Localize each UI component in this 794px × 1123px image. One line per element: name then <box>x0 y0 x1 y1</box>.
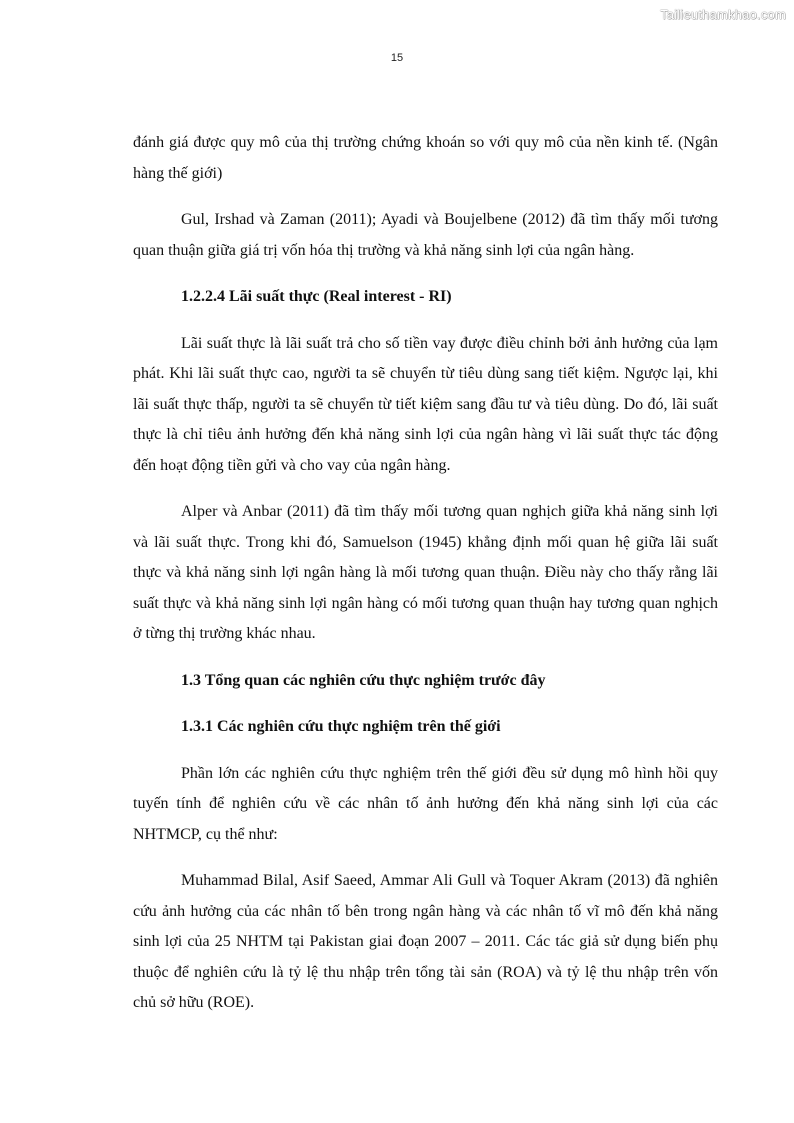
section-heading-literature-review: 1.3 Tổng quan các nghiên cứu thực nghiệm trước đây <box>181 671 546 689</box>
paragraph-real-interest-definition: Lãi suất thực là lãi suất trả cho số tiền vay được điều chỉnh bởi ảnh hưởng của lạm phát. Khi lãi suất thực cao, người ta sẽ chuyển từ tiêu dùng sang tiết kiệm. Ngược lại, khi lãi suất thực thấp, người ta sẽ chuyển từ tiết kiệm sang đầu tư và tiêu dùng. Do đó, lãi suất thực là chỉ tiêu ảnh hưởng đến khả năng sinh lợi của ngân hàng vì lãi suất thực tác động đến hoạt động tiền gửi và cho vay của ngân hàng. <box>133 334 718 474</box>
paragraph-market-cap: Gul, Irshad và Zaman (2011); Ayadi và Boujelbene (2012) đã tìm thấy mối tương quan thuận giữa giá trị vốn hóa thị trường và khả năng sinh lợi của ngân hàng. <box>133 211 718 259</box>
paragraph-regression-models: Phần lớn các nghiên cứu thực nghiệm trên thế giới đều sử dụng mô hình hồi quy tuyến tính để nghiên cứu về các nhân tố ảnh hưởng đến khả năng sinh lợi của các NHTMCP, cụ thể như: <box>133 764 718 843</box>
watermark-text: Tailieuthamkhao.com <box>660 7 786 22</box>
paragraph-continuation: đánh giá được quy mô của thị trường chứng khoán so với quy mô của nền kinh tế. (Ngân hàng thế giới) <box>133 134 718 182</box>
page-number: 15 <box>390 52 404 64</box>
section-heading-world-studies: 1.3.1 Các nghiên cứu thực nghiệm trên thế giới <box>181 718 501 735</box>
section-heading-real-interest: 1.2.2.4 Lãi suất thực (Real interest - RI) <box>181 288 452 305</box>
document-body <box>133 128 718 1035</box>
paragraph-real-interest-studies: Alper và Anbar (2011) đã tìm thấy mối tương quan nghịch giữa khả năng sinh lợi và lãi suất thực. Trong khi đó, Samuelson (1945) khẳng định mối quan hệ giữa lãi suất thực và khả năng sinh lợi ngân hàng là mối tương quan thuận. Điều này cho thấy rằng lãi suất thực và khả năng sinh lợi ngân hàng có mối tương quan thuận hay tương quan nghịch ở từng thị trường khác nhau. <box>133 503 718 642</box>
paragraph-bilal-study: Muhammad Bilal, Asif Saeed, Ammar Ali Gull và Toquer Akram (2013) đã nghiên cứu ảnh hưởng của các nhân tố bên trong ngân hàng và các nhân tố vĩ mô đến khả năng sinh lợi của 25 NHTM tại Pakistan giai đoạn 2007 – 2011. Các tác giả sử dụng biến phụ thuộc để nghiên cứu là tỷ lệ thu nhập trên tổng tài sản (ROA) và tỷ lệ thu nhập trên vốn chủ sở hữu (ROE). <box>133 872 718 1011</box>
